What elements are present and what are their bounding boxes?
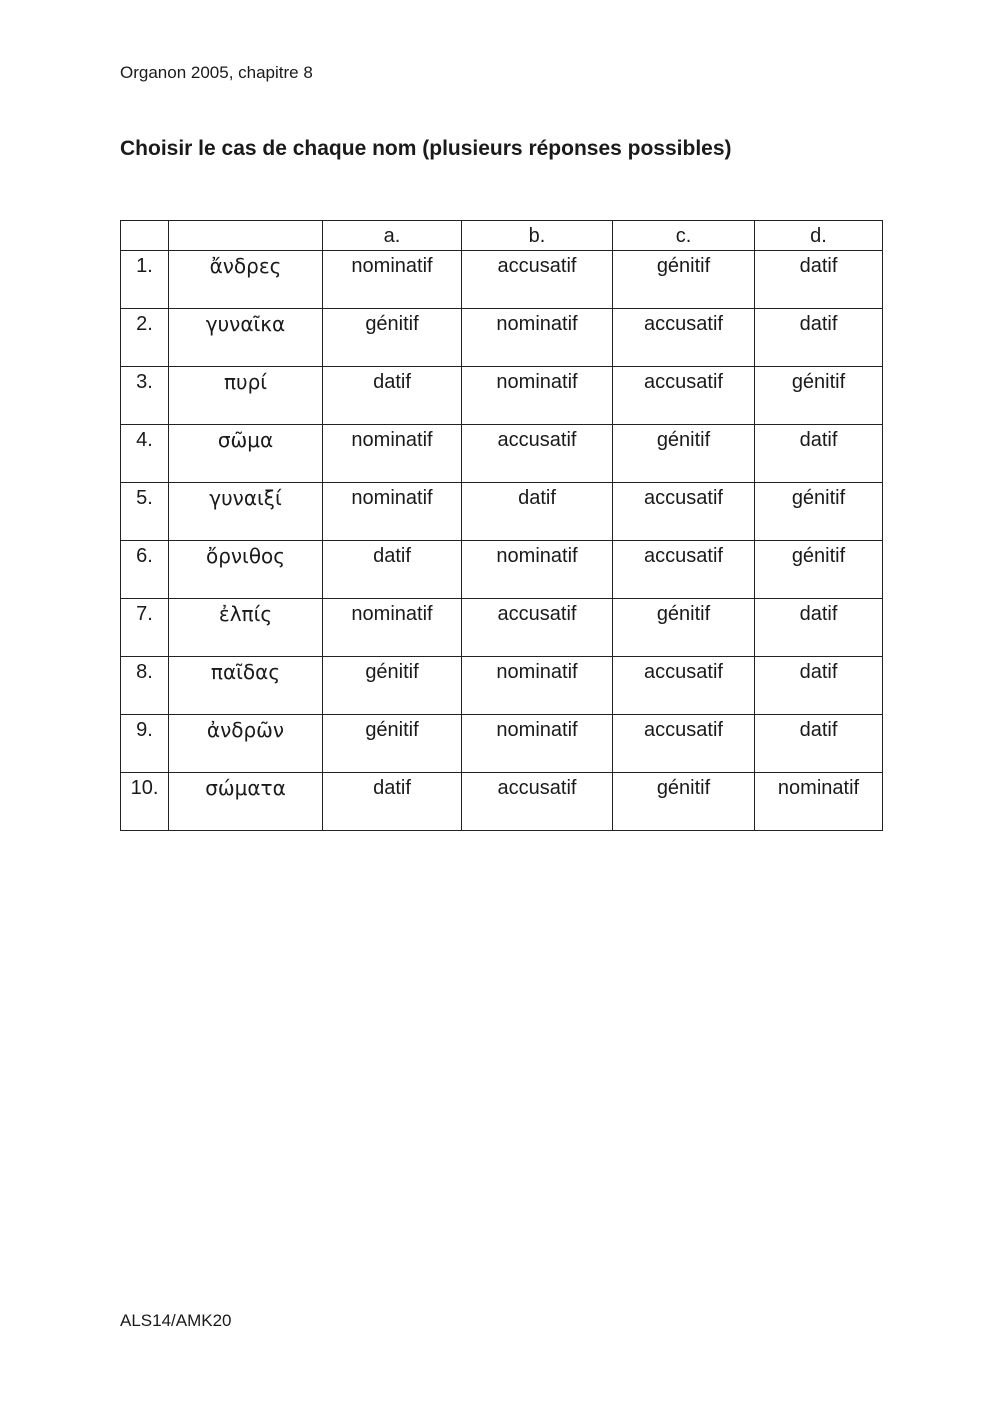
item-number: 8. bbox=[121, 657, 169, 715]
option-b[interactable]: accusatif bbox=[462, 599, 613, 657]
option-a[interactable]: nominatif bbox=[323, 483, 462, 541]
option-d[interactable]: datif bbox=[755, 599, 883, 657]
option-b[interactable]: nominatif bbox=[462, 715, 613, 773]
option-c[interactable]: génitif bbox=[613, 251, 755, 309]
greek-word: ἀνδρῶν bbox=[169, 715, 323, 773]
option-a[interactable]: nominatif bbox=[323, 599, 462, 657]
table-row bbox=[121, 715, 883, 773]
greek-word: ὄρνιθος bbox=[169, 541, 323, 599]
option-c[interactable]: génitif bbox=[613, 425, 755, 483]
document-source: Organon 2005, chapitre 8 bbox=[120, 63, 313, 82]
option-a[interactable]: datif bbox=[323, 773, 462, 831]
option-b[interactable]: datif bbox=[462, 483, 613, 541]
table-row bbox=[121, 483, 883, 541]
option-d[interactable]: génitif bbox=[755, 483, 883, 541]
option-b[interactable]: accusatif bbox=[462, 251, 613, 309]
option-d[interactable]: datif bbox=[755, 251, 883, 309]
case-exercise-table bbox=[120, 220, 883, 831]
option-a[interactable]: datif bbox=[323, 367, 462, 425]
greek-word: ἄνδρες bbox=[169, 251, 323, 309]
option-b[interactable]: accusatif bbox=[462, 425, 613, 483]
option-b[interactable]: nominatif bbox=[462, 309, 613, 367]
item-number: 3. bbox=[121, 367, 169, 425]
item-number: 5. bbox=[121, 483, 169, 541]
option-a[interactable]: nominatif bbox=[323, 251, 462, 309]
table-row bbox=[121, 425, 883, 483]
option-c[interactable]: accusatif bbox=[613, 309, 755, 367]
option-d[interactable]: datif bbox=[755, 657, 883, 715]
option-a[interactable]: datif bbox=[323, 541, 462, 599]
header-cell-option-c: c. bbox=[613, 221, 755, 251]
item-number: 4. bbox=[121, 425, 169, 483]
greek-word: γυναιξί bbox=[169, 483, 323, 541]
table-row bbox=[121, 657, 883, 715]
item-number: 6. bbox=[121, 541, 169, 599]
table-row bbox=[121, 773, 883, 831]
item-number: 1. bbox=[121, 251, 169, 309]
option-a[interactable]: nominatif bbox=[323, 425, 462, 483]
option-d[interactable]: datif bbox=[755, 309, 883, 367]
greek-word: παῖδας bbox=[169, 657, 323, 715]
option-c[interactable]: accusatif bbox=[613, 483, 755, 541]
item-number: 10. bbox=[121, 773, 169, 831]
greek-word: ἐλπίς bbox=[169, 599, 323, 657]
table-row bbox=[121, 541, 883, 599]
item-number: 7. bbox=[121, 599, 169, 657]
option-d[interactable]: génitif bbox=[755, 541, 883, 599]
option-d[interactable]: datif bbox=[755, 715, 883, 773]
option-b[interactable]: nominatif bbox=[462, 657, 613, 715]
option-b[interactable]: nominatif bbox=[462, 541, 613, 599]
header-cell-option-d: d. bbox=[755, 221, 883, 251]
option-d[interactable]: datif bbox=[755, 425, 883, 483]
option-c[interactable]: génitif bbox=[613, 773, 755, 831]
document-code: ALS14/AMK20 bbox=[120, 1311, 232, 1330]
option-d[interactable]: nominatif bbox=[755, 773, 883, 831]
greek-word: πυρί bbox=[169, 367, 323, 425]
option-b[interactable]: nominatif bbox=[462, 367, 613, 425]
option-a[interactable]: génitif bbox=[323, 715, 462, 773]
header-cell-word bbox=[169, 221, 323, 251]
option-c[interactable]: accusatif bbox=[613, 541, 755, 599]
option-c[interactable]: génitif bbox=[613, 599, 755, 657]
header-cell-option-a: a. bbox=[323, 221, 462, 251]
greek-word: γυναῖκα bbox=[169, 309, 323, 367]
table-row bbox=[121, 251, 883, 309]
option-c[interactable]: accusatif bbox=[613, 367, 755, 425]
item-number: 2. bbox=[121, 309, 169, 367]
greek-word: σῶμα bbox=[169, 425, 323, 483]
table-header-row bbox=[121, 221, 883, 251]
option-a[interactable]: génitif bbox=[323, 309, 462, 367]
table-row bbox=[121, 599, 883, 657]
table-row bbox=[121, 309, 883, 367]
item-number: 9. bbox=[121, 715, 169, 773]
greek-word: σώματα bbox=[169, 773, 323, 831]
option-a[interactable]: génitif bbox=[323, 657, 462, 715]
table-row bbox=[121, 367, 883, 425]
exercise-instruction: Choisir le cas de chaque nom (plusieurs réponses possibles) bbox=[120, 137, 732, 160]
option-c[interactable]: accusatif bbox=[613, 657, 755, 715]
option-d[interactable]: génitif bbox=[755, 367, 883, 425]
option-c[interactable]: accusatif bbox=[613, 715, 755, 773]
header-cell-option-b: b. bbox=[462, 221, 613, 251]
header-cell-number bbox=[121, 221, 169, 251]
option-b[interactable]: accusatif bbox=[462, 773, 613, 831]
